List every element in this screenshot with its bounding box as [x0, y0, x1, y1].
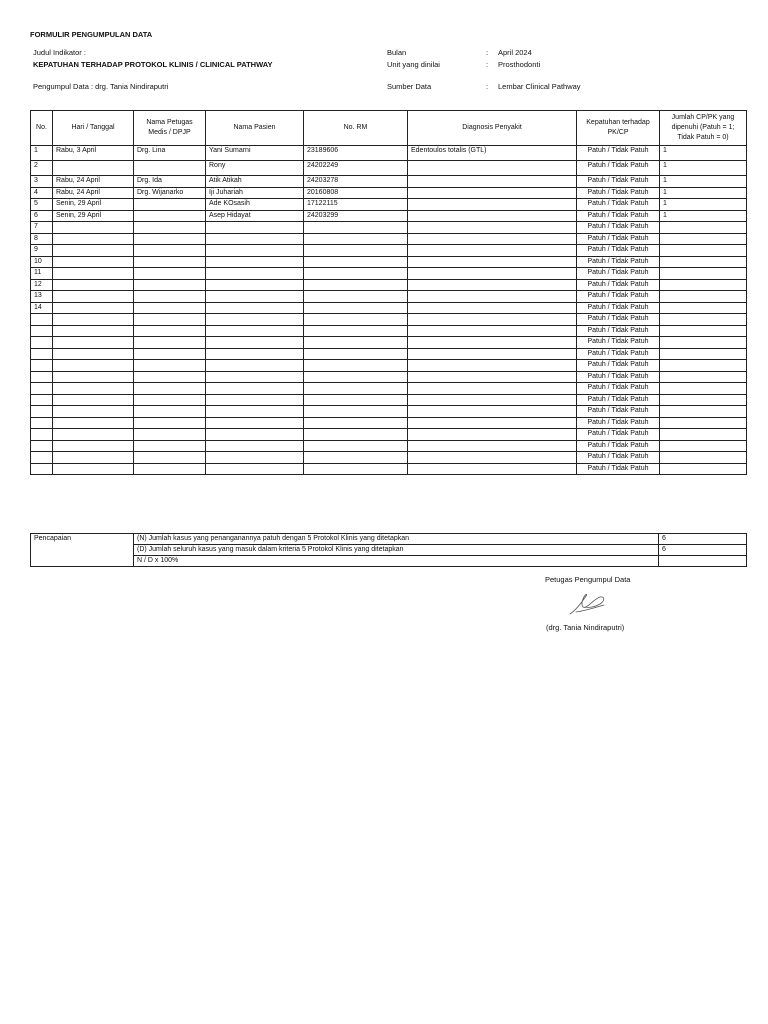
col-header-rm: No. RM	[304, 111, 408, 146]
cell-jumlah	[660, 302, 747, 314]
cell-jumlah: 1	[660, 199, 747, 211]
cell-no	[31, 348, 53, 360]
cell-tanggal	[53, 302, 134, 314]
cell-kepatuhan: Patuh / Tidak Patuh	[577, 463, 660, 475]
cell-kepatuhan: Patuh / Tidak Patuh	[577, 429, 660, 441]
cell-no	[31, 429, 53, 441]
cell-petugas	[134, 222, 206, 234]
cell-jumlah: 1	[660, 187, 747, 199]
table-row	[31, 429, 747, 441]
cell-petugas: Drg. Wijanarko	[134, 187, 206, 199]
sumber-value: Lembar Clinical Pathway	[498, 82, 581, 91]
cell-pasien	[206, 256, 304, 268]
table-row	[31, 210, 747, 222]
cell-petugas: Drg. Lina	[134, 146, 206, 161]
summary-text: (N) Jumlah kasus yang penanganannya patuh dengan 5 Protokol Klinis yang ditetapkan	[134, 534, 659, 545]
cell-rm	[304, 452, 408, 464]
cell-rm	[304, 337, 408, 349]
cell-pasien	[206, 302, 304, 314]
cell-pasien: Asep Hidayat	[206, 210, 304, 222]
cell-no: 1	[31, 146, 53, 161]
cell-pasien	[206, 325, 304, 337]
cell-pasien	[206, 452, 304, 464]
cell-no	[31, 452, 53, 464]
summary-value	[659, 556, 747, 567]
cell-no	[31, 337, 53, 349]
cell-pasien	[206, 337, 304, 349]
signature-icon	[566, 590, 610, 618]
cell-pasien	[206, 291, 304, 303]
cell-petugas	[134, 360, 206, 372]
cell-tanggal	[53, 371, 134, 383]
pencapaian-label: Pencapaian	[31, 534, 134, 567]
cell-rm: 23189606	[304, 146, 408, 161]
table-row	[31, 325, 747, 337]
cell-jumlah	[660, 348, 747, 360]
table-row	[31, 187, 747, 199]
cell-diagnosis	[408, 187, 577, 199]
cell-kepatuhan: Patuh / Tidak Patuh	[577, 222, 660, 234]
cell-jumlah	[660, 291, 747, 303]
table-row	[31, 360, 747, 372]
cell-diagnosis: Edentoulos totalis (GTL)	[408, 146, 577, 161]
table-row	[31, 383, 747, 395]
col-header-no: No.	[31, 111, 53, 146]
cell-rm	[304, 394, 408, 406]
cell-no	[31, 394, 53, 406]
table-row	[31, 199, 747, 211]
cell-rm	[304, 371, 408, 383]
summary-value: 6	[659, 534, 747, 545]
cell-jumlah	[660, 222, 747, 234]
cell-rm	[304, 429, 408, 441]
judul-indikator-label: Judul Indikator :	[33, 48, 86, 57]
cell-diagnosis	[408, 199, 577, 211]
cell-tanggal	[53, 337, 134, 349]
cell-diagnosis	[408, 291, 577, 303]
cell-rm	[304, 417, 408, 429]
cell-tanggal	[53, 360, 134, 372]
cell-no: 13	[31, 291, 53, 303]
judul-indikator-value: KEPATUHAN TERHADAP PROTOKOL KLINIS / CLINICAL PATHWAY	[33, 60, 273, 69]
cell-kepatuhan: Patuh / Tidak Patuh	[577, 187, 660, 199]
cell-no	[31, 360, 53, 372]
cell-tanggal: Senin, 29 April	[53, 210, 134, 222]
cell-diagnosis	[408, 279, 577, 291]
table-row	[31, 417, 747, 429]
cell-kepatuhan: Patuh / Tidak Patuh	[577, 452, 660, 464]
cell-kepatuhan: Patuh / Tidak Patuh	[577, 325, 660, 337]
cell-kepatuhan: Patuh / Tidak Patuh	[577, 302, 660, 314]
cell-tanggal	[53, 233, 134, 245]
cell-no	[31, 417, 53, 429]
cell-tanggal	[53, 161, 134, 176]
table-row	[31, 233, 747, 245]
cell-rm	[304, 314, 408, 326]
cell-kepatuhan: Patuh / Tidak Patuh	[577, 417, 660, 429]
cell-jumlah	[660, 325, 747, 337]
table-row	[31, 302, 747, 314]
cell-tanggal: Rabu, 24 April	[53, 176, 134, 188]
cell-diagnosis	[408, 210, 577, 222]
cell-kepatuhan: Patuh / Tidak Patuh	[577, 256, 660, 268]
summary-text: (D) Jumlah seluruh kasus yang masuk dalam kriteria 5 Protokol Klinis yang ditetapkan	[134, 545, 659, 556]
cell-rm: 17122115	[304, 199, 408, 211]
cell-no: 4	[31, 187, 53, 199]
summary-text: N / D x 100%	[134, 556, 659, 567]
table-row	[31, 245, 747, 257]
cell-pasien	[206, 268, 304, 280]
cell-rm	[304, 279, 408, 291]
cell-kepatuhan: Patuh / Tidak Patuh	[577, 199, 660, 211]
cell-rm	[304, 406, 408, 418]
table-row	[31, 440, 747, 452]
cell-rm	[304, 245, 408, 257]
cell-diagnosis	[408, 325, 577, 337]
cell-jumlah	[660, 268, 747, 280]
cell-tanggal	[53, 279, 134, 291]
cell-petugas	[134, 463, 206, 475]
table-row	[31, 314, 747, 326]
form-title: FORMULIR PENGUMPULAN DATA	[30, 30, 153, 39]
cell-jumlah	[660, 245, 747, 257]
cell-rm: 24202249	[304, 161, 408, 176]
cell-jumlah	[660, 337, 747, 349]
cell-diagnosis	[408, 337, 577, 349]
summary-row	[31, 545, 747, 556]
cell-no: 7	[31, 222, 53, 234]
cell-diagnosis	[408, 394, 577, 406]
cell-rm	[304, 291, 408, 303]
cell-rm: 24203278	[304, 176, 408, 188]
cell-petugas	[134, 245, 206, 257]
table-row	[31, 406, 747, 418]
cell-jumlah	[660, 383, 747, 395]
cell-tanggal	[53, 383, 134, 395]
signature-name: (drg. Tania Nindiraputri)	[546, 623, 625, 632]
cell-petugas	[134, 325, 206, 337]
cell-petugas	[134, 383, 206, 395]
cell-no: 6	[31, 210, 53, 222]
cell-jumlah	[660, 371, 747, 383]
cell-rm	[304, 302, 408, 314]
cell-petugas	[134, 429, 206, 441]
cell-no: 8	[31, 233, 53, 245]
summary-table	[30, 533, 747, 567]
unit-label: Unit yang dinilai	[387, 60, 440, 69]
cell-kepatuhan: Patuh / Tidak Patuh	[577, 406, 660, 418]
cell-diagnosis	[408, 429, 577, 441]
cell-pasien	[206, 348, 304, 360]
unit-colon: :	[486, 60, 489, 69]
cell-no: 9	[31, 245, 53, 257]
table-row	[31, 256, 747, 268]
cell-tanggal	[53, 394, 134, 406]
cell-petugas	[134, 406, 206, 418]
cell-jumlah	[660, 463, 747, 475]
cell-pasien: Atik Atikah	[206, 176, 304, 188]
cell-tanggal	[53, 406, 134, 418]
table-row	[31, 348, 747, 360]
cell-pasien	[206, 406, 304, 418]
cell-petugas	[134, 417, 206, 429]
cell-no	[31, 463, 53, 475]
cell-diagnosis	[408, 302, 577, 314]
cell-tanggal	[53, 256, 134, 268]
cell-petugas	[134, 348, 206, 360]
cell-diagnosis	[408, 383, 577, 395]
cell-pasien	[206, 429, 304, 441]
cell-jumlah	[660, 279, 747, 291]
cell-jumlah	[660, 233, 747, 245]
cell-pasien	[206, 360, 304, 372]
cell-petugas	[134, 268, 206, 280]
table-row	[31, 176, 747, 188]
cell-no	[31, 314, 53, 326]
cell-jumlah: 1	[660, 176, 747, 188]
col-header-tanggal: Hari / Tanggal	[53, 111, 134, 146]
cell-diagnosis	[408, 256, 577, 268]
cell-tanggal	[53, 268, 134, 280]
cell-petugas	[134, 291, 206, 303]
cell-no: 5	[31, 199, 53, 211]
cell-petugas	[134, 394, 206, 406]
cell-pasien: Iji Juhariah	[206, 187, 304, 199]
cell-tanggal	[53, 429, 134, 441]
table-row	[31, 394, 747, 406]
cell-kepatuhan: Patuh / Tidak Patuh	[577, 176, 660, 188]
cell-petugas	[134, 161, 206, 176]
cell-diagnosis	[408, 371, 577, 383]
data-table	[30, 110, 747, 475]
cell-kepatuhan: Patuh / Tidak Patuh	[577, 371, 660, 383]
cell-petugas	[134, 279, 206, 291]
cell-kepatuhan: Patuh / Tidak Patuh	[577, 314, 660, 326]
unit-value: Prosthodonti	[498, 60, 541, 69]
cell-kepatuhan: Patuh / Tidak Patuh	[577, 360, 660, 372]
table-row	[31, 337, 747, 349]
table-row	[31, 161, 747, 176]
cell-kepatuhan: Patuh / Tidak Patuh	[577, 210, 660, 222]
cell-kepatuhan: Patuh / Tidak Patuh	[577, 337, 660, 349]
cell-petugas	[134, 452, 206, 464]
cell-diagnosis	[408, 176, 577, 188]
cell-no: 11	[31, 268, 53, 280]
cell-no: 2	[31, 161, 53, 176]
cell-tanggal	[53, 291, 134, 303]
cell-diagnosis	[408, 268, 577, 280]
table-row	[31, 279, 747, 291]
cell-pasien	[206, 417, 304, 429]
table-row	[31, 291, 747, 303]
cell-pasien	[206, 371, 304, 383]
cell-pasien	[206, 463, 304, 475]
cell-tanggal	[53, 417, 134, 429]
col-header-kepatuhan: Kepatuhan terhadap PK/CP	[577, 111, 660, 146]
pengumpul-data: Pengumpul Data : drg. Tania Nindiraputri	[33, 82, 169, 91]
cell-diagnosis	[408, 417, 577, 429]
cell-diagnosis	[408, 245, 577, 257]
table-row	[31, 371, 747, 383]
cell-rm: 24203299	[304, 210, 408, 222]
cell-tanggal: Rabu, 24 April	[53, 187, 134, 199]
cell-rm	[304, 325, 408, 337]
cell-jumlah: 1	[660, 146, 747, 161]
cell-petugas	[134, 337, 206, 349]
cell-diagnosis	[408, 348, 577, 360]
cell-tanggal	[53, 452, 134, 464]
cell-no	[31, 440, 53, 452]
cell-pasien	[206, 383, 304, 395]
summary-row	[31, 556, 747, 567]
summary-row	[31, 534, 747, 545]
cell-jumlah	[660, 394, 747, 406]
bulan-colon: :	[486, 48, 489, 57]
cell-pasien	[206, 440, 304, 452]
cell-no	[31, 325, 53, 337]
cell-rm	[304, 256, 408, 268]
cell-kepatuhan: Patuh / Tidak Patuh	[577, 440, 660, 452]
cell-no	[31, 406, 53, 418]
cell-diagnosis	[408, 233, 577, 245]
cell-no: 14	[31, 302, 53, 314]
cell-diagnosis	[408, 463, 577, 475]
table-row	[31, 222, 747, 234]
cell-pasien: Rony	[206, 161, 304, 176]
cell-tanggal: Rabu, 3 April	[53, 146, 134, 161]
cell-no: 12	[31, 279, 53, 291]
cell-kepatuhan: Patuh / Tidak Patuh	[577, 245, 660, 257]
cell-kepatuhan: Patuh / Tidak Patuh	[577, 279, 660, 291]
cell-kepatuhan: Patuh / Tidak Patuh	[577, 394, 660, 406]
cell-pasien	[206, 233, 304, 245]
cell-no	[31, 383, 53, 395]
table-row	[31, 463, 747, 475]
cell-no: 10	[31, 256, 53, 268]
cell-jumlah	[660, 360, 747, 372]
cell-no	[31, 371, 53, 383]
bulan-label: Bulan	[387, 48, 407, 57]
cell-tanggal: Senin, 29 April	[53, 199, 134, 211]
cell-diagnosis	[408, 314, 577, 326]
cell-petugas: Drg. Ida	[134, 176, 206, 188]
cell-pasien	[206, 394, 304, 406]
cell-kepatuhan: Patuh / Tidak Patuh	[577, 348, 660, 360]
cell-rm	[304, 360, 408, 372]
col-header-diagnosis: Diagnosis Penyakit	[408, 111, 577, 146]
table-row	[31, 146, 747, 161]
col-header-pasien: Nama Pasien	[206, 111, 304, 146]
bulan-value: April 2024	[498, 48, 532, 57]
cell-rm	[304, 463, 408, 475]
cell-kepatuhan: Patuh / Tidak Patuh	[577, 268, 660, 280]
cell-jumlah	[660, 406, 747, 418]
cell-petugas	[134, 371, 206, 383]
table-row	[31, 452, 747, 464]
cell-jumlah	[660, 256, 747, 268]
cell-pasien	[206, 245, 304, 257]
cell-tanggal	[53, 314, 134, 326]
cell-rm	[304, 268, 408, 280]
sumber-colon: :	[486, 82, 489, 91]
cell-diagnosis	[408, 406, 577, 418]
petugas-label: Petugas Pengumpul Data	[545, 575, 631, 584]
cell-petugas	[134, 314, 206, 326]
col-header-jumlah: Jumlah CP/PK yang dipenuhi (Patuh = 1; Tidak Patuh = 0)	[660, 111, 747, 146]
cell-diagnosis	[408, 452, 577, 464]
cell-jumlah	[660, 452, 747, 464]
cell-rm: 20160808	[304, 187, 408, 199]
cell-petugas	[134, 233, 206, 245]
cell-petugas	[134, 256, 206, 268]
cell-jumlah: 1	[660, 210, 747, 222]
cell-pasien	[206, 222, 304, 234]
cell-diagnosis	[408, 161, 577, 176]
cell-tanggal	[53, 440, 134, 452]
cell-jumlah	[660, 417, 747, 429]
cell-kepatuhan: Patuh / Tidak Patuh	[577, 146, 660, 161]
cell-rm	[304, 440, 408, 452]
cell-rm	[304, 233, 408, 245]
cell-diagnosis	[408, 440, 577, 452]
cell-rm	[304, 383, 408, 395]
cell-tanggal	[53, 325, 134, 337]
cell-pasien: Ade KOsasih	[206, 199, 304, 211]
cell-pasien	[206, 279, 304, 291]
cell-tanggal	[53, 222, 134, 234]
cell-rm	[304, 222, 408, 234]
cell-kepatuhan: Patuh / Tidak Patuh	[577, 383, 660, 395]
cell-rm	[304, 348, 408, 360]
table-row	[31, 268, 747, 280]
cell-diagnosis	[408, 222, 577, 234]
cell-kepatuhan: Patuh / Tidak Patuh	[577, 291, 660, 303]
cell-tanggal	[53, 245, 134, 257]
cell-jumlah: 1	[660, 161, 747, 176]
cell-no: 3	[31, 176, 53, 188]
cell-diagnosis	[408, 360, 577, 372]
cell-jumlah	[660, 314, 747, 326]
cell-petugas	[134, 210, 206, 222]
cell-tanggal	[53, 463, 134, 475]
cell-kepatuhan: Patuh / Tidak Patuh	[577, 161, 660, 176]
table-header-row	[31, 111, 747, 146]
cell-tanggal	[53, 348, 134, 360]
cell-pasien: Yani Sumarni	[206, 146, 304, 161]
sumber-label: Sumber Data	[387, 82, 432, 91]
cell-jumlah	[660, 429, 747, 441]
col-header-petugas: Nama Petugas Medis / DPJP	[134, 111, 206, 146]
cell-petugas	[134, 302, 206, 314]
cell-kepatuhan: Patuh / Tidak Patuh	[577, 233, 660, 245]
cell-petugas	[134, 199, 206, 211]
summary-value: 6	[659, 545, 747, 556]
cell-petugas	[134, 440, 206, 452]
cell-jumlah	[660, 440, 747, 452]
cell-pasien	[206, 314, 304, 326]
